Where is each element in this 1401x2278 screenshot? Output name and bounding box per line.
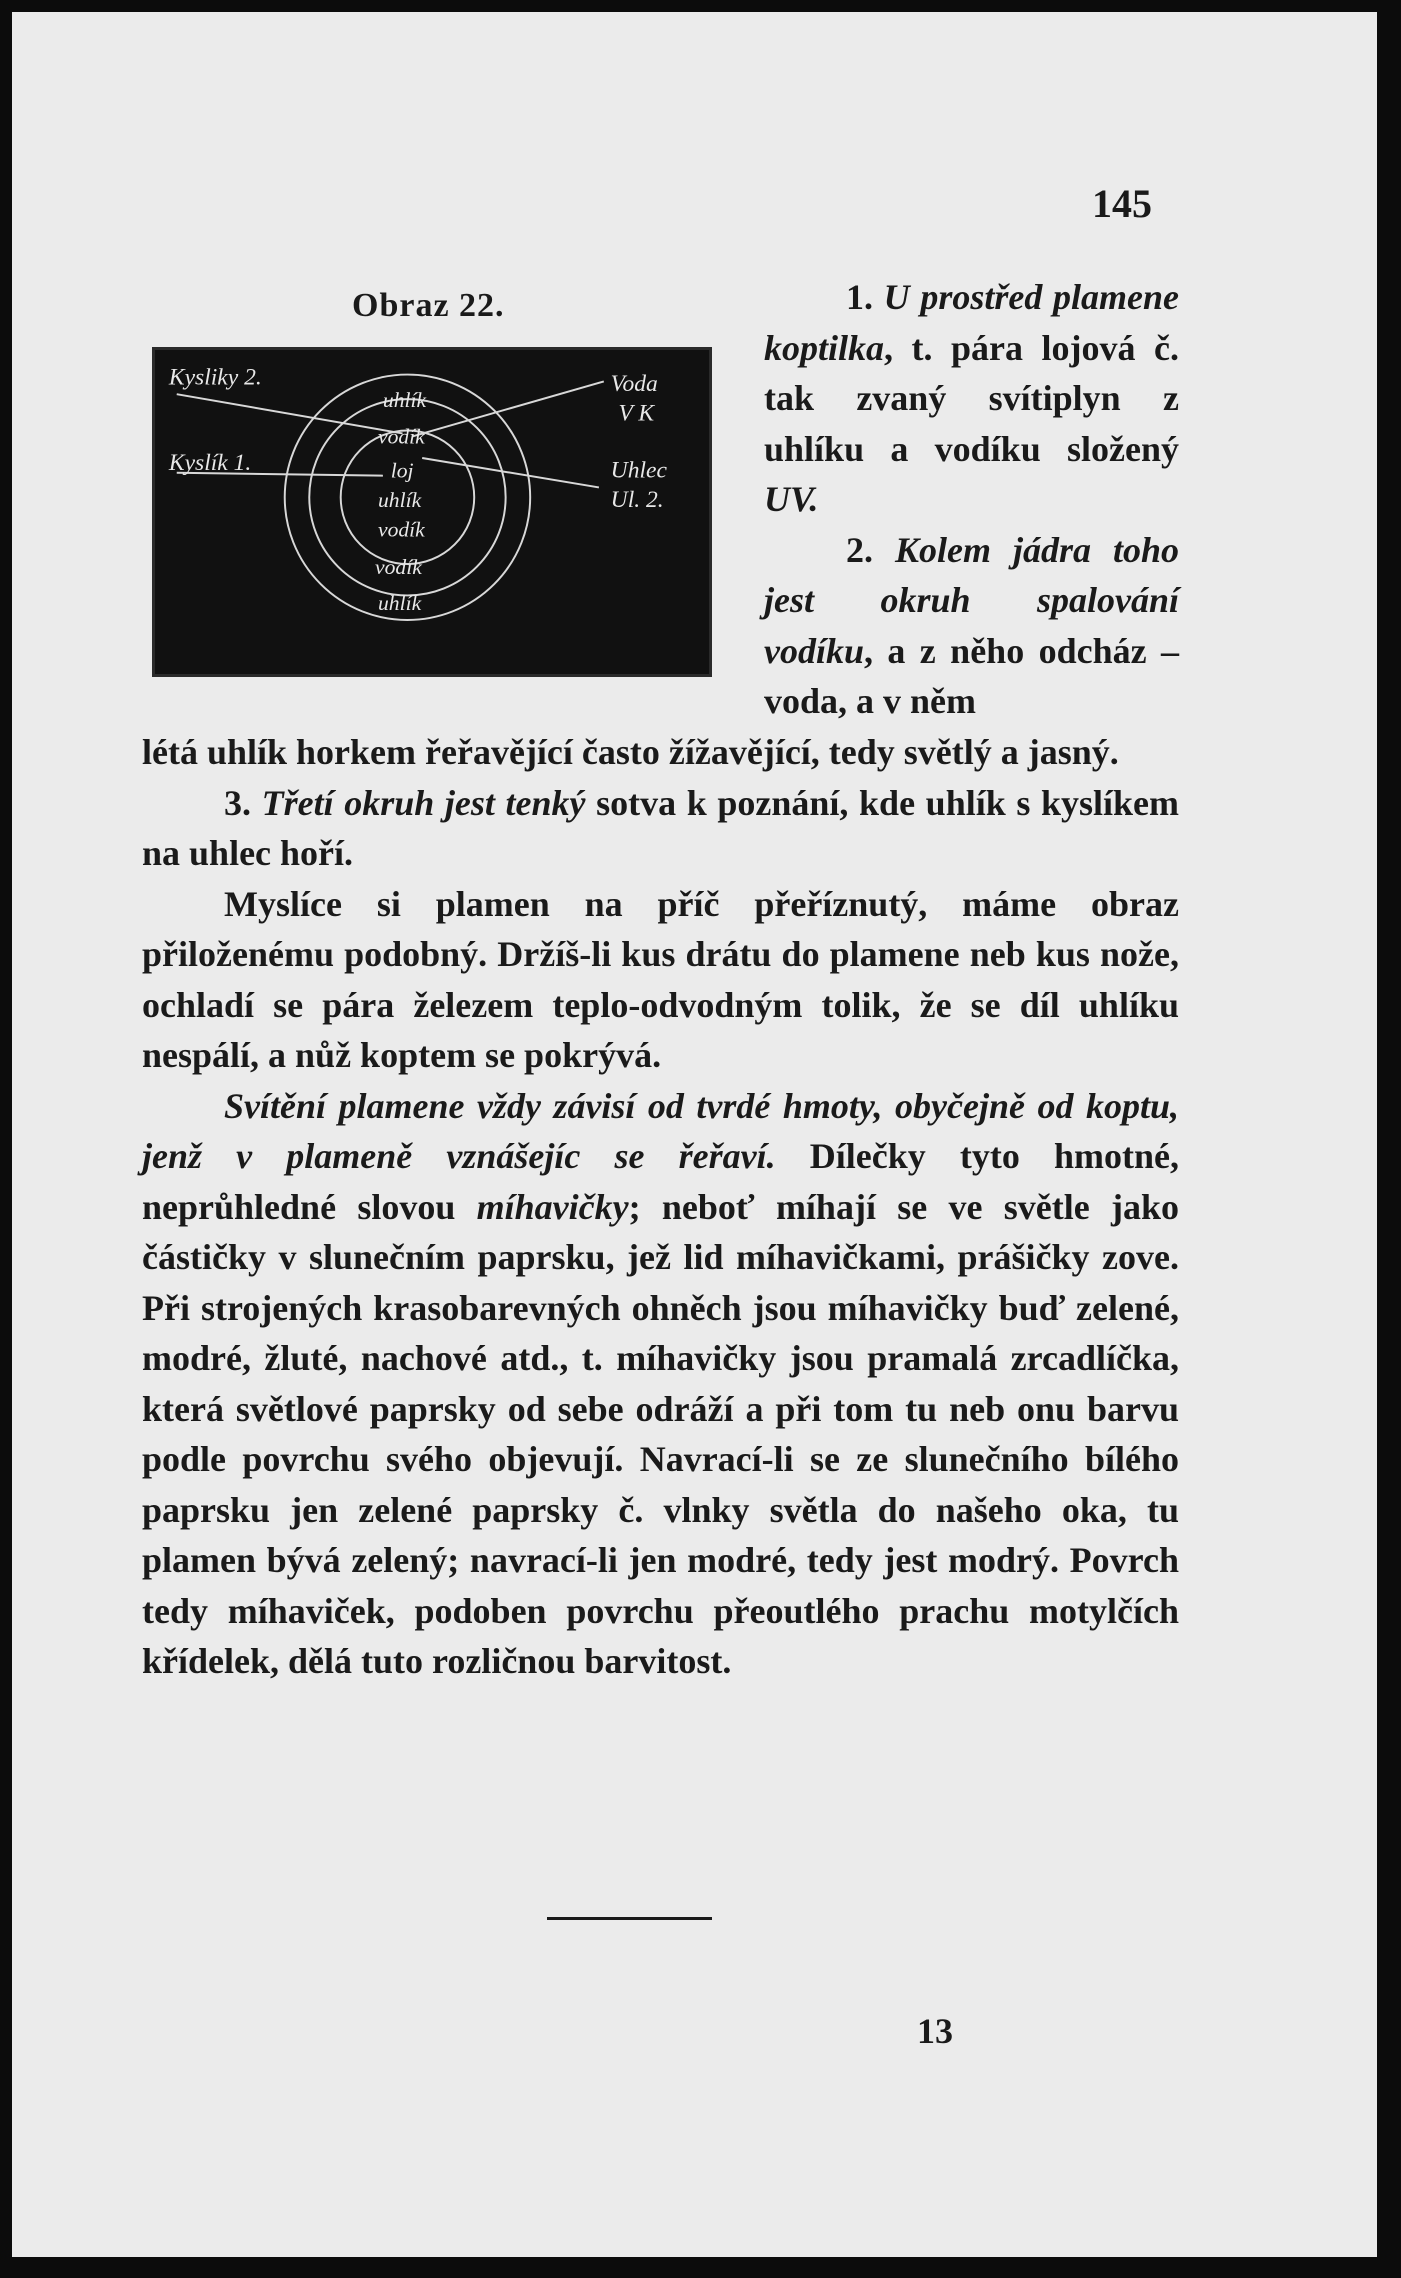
ring-label-uhlik-mid: uhlík <box>378 591 422 616</box>
emphasis-koptilka: U prostřed plamene koptilka <box>764 277 1179 368</box>
signature-mark: 13 <box>917 2011 953 2051</box>
ring-label-vodik-mid: vodík <box>375 554 422 579</box>
item-number-3: 3. <box>224 782 251 823</box>
item-number-2: 2. <box>846 529 873 570</box>
flame-diagram-svg <box>155 350 709 674</box>
book-page <box>12 12 1377 2257</box>
main-text <box>142 727 1179 1687</box>
label-kysliky-2: Kysliky 2. <box>168 364 262 391</box>
side-column <box>764 272 1179 727</box>
ring-label-vodik-core: vodík <box>378 517 425 542</box>
label-kyslik-1: Kyslík 1. <box>168 449 252 476</box>
paragraph-3 <box>142 778 1179 879</box>
paragraph-4: Myslíce si plamen na příč přeříznutý, máme obraz přiloženému podobný. Držíš-li kus drátu do plamene neb kus nože, ochladí se pára železem teplo-odvodným tolik, že se díl uhlíku nespálí, a nůž koptem se pokrývá. <box>142 883 1179 1075</box>
item-number-1: 1. <box>846 277 873 317</box>
ring-label-uhlik-core: uhlík <box>378 488 422 513</box>
pointer-line-uhlec <box>422 458 599 487</box>
text-3: sotva k poznání, kde uhlík s kyslíkem na uhlec hoří. <box>142 782 1180 873</box>
emphasis-uv: UV. <box>764 479 819 519</box>
text-5b: ; neboť míhají se ve světle jako částičky v slunečním paprsku, jež lid míhavičkami, prášičky zove. Při strojených krasobarevných ohněch jsou míhavičky buď zelené, modré, žluté, nachové atd., t. míhavičky jsou pramalá zrcadlíčka, která světlové paprsky od sebe odráží a při tom tu neb onu barvu podle povrchu svého objevují. Navrací-li se ze slunečního bílého paprsku jen zelené paprsky č. vlnky světla do našeho oka, tu plamen bývá zelený; navrací-li jen modré, tedy jest modrý. Povrch tedy míhaviček, podoben povrchu přeoutlého prachu motylčích křídelek, dělá tuto rozličnou barvitost. <box>142 1186 1179 1681</box>
page-number: 145 <box>1092 181 1152 226</box>
text-1: , t. pára lojová č. tak zvaný svítiplyn z uhlíku a vodíku složený <box>764 327 1179 469</box>
paragraph-2-continued: létá uhlík horkem řeřavějící často žížavějící, tedy světlý a jasný. <box>142 732 1119 772</box>
ring-label-loj: loj <box>390 458 414 483</box>
pointer-line-kysliky <box>177 394 403 433</box>
flame-diagram <box>152 347 712 677</box>
emphasis-treti-okruh: Třetí okruh jest tenký <box>261 782 586 823</box>
text-5a: Dílečky tyto hmotné, neprůhledné slovou <box>142 1136 1179 1227</box>
label-voda: Voda <box>610 371 658 398</box>
label-vk: V K <box>618 400 655 427</box>
ring-label-vodik-outer: vodík <box>378 424 425 449</box>
text-2: , a z něho odcház – voda, a v něm <box>764 630 1179 721</box>
divider-rule <box>547 1917 712 1920</box>
emphasis-okruh-spalovani: Kolem jádra toho jest okruh spalování vodíku <box>764 529 1180 671</box>
paragraph-1 <box>764 272 1179 525</box>
emphasis-mihavicky: míhavičky <box>476 1186 629 1227</box>
paragraph-5 <box>142 1081 1179 1687</box>
paragraph-2 <box>764 525 1179 727</box>
label-ul-2: Ul. 2. <box>610 487 664 514</box>
emphasis-sviteni: Svítění plamene vždy závisí od tvrdé hmoty, obyčejně od koptu, jenž v plameně vznášejíc se řeřaví. <box>142 1085 1179 1176</box>
figure-caption: Obraz 22. <box>352 287 505 324</box>
label-uhlec: Uhlec <box>610 457 667 484</box>
ring-label-uhlik-outer: uhlík <box>382 387 427 412</box>
